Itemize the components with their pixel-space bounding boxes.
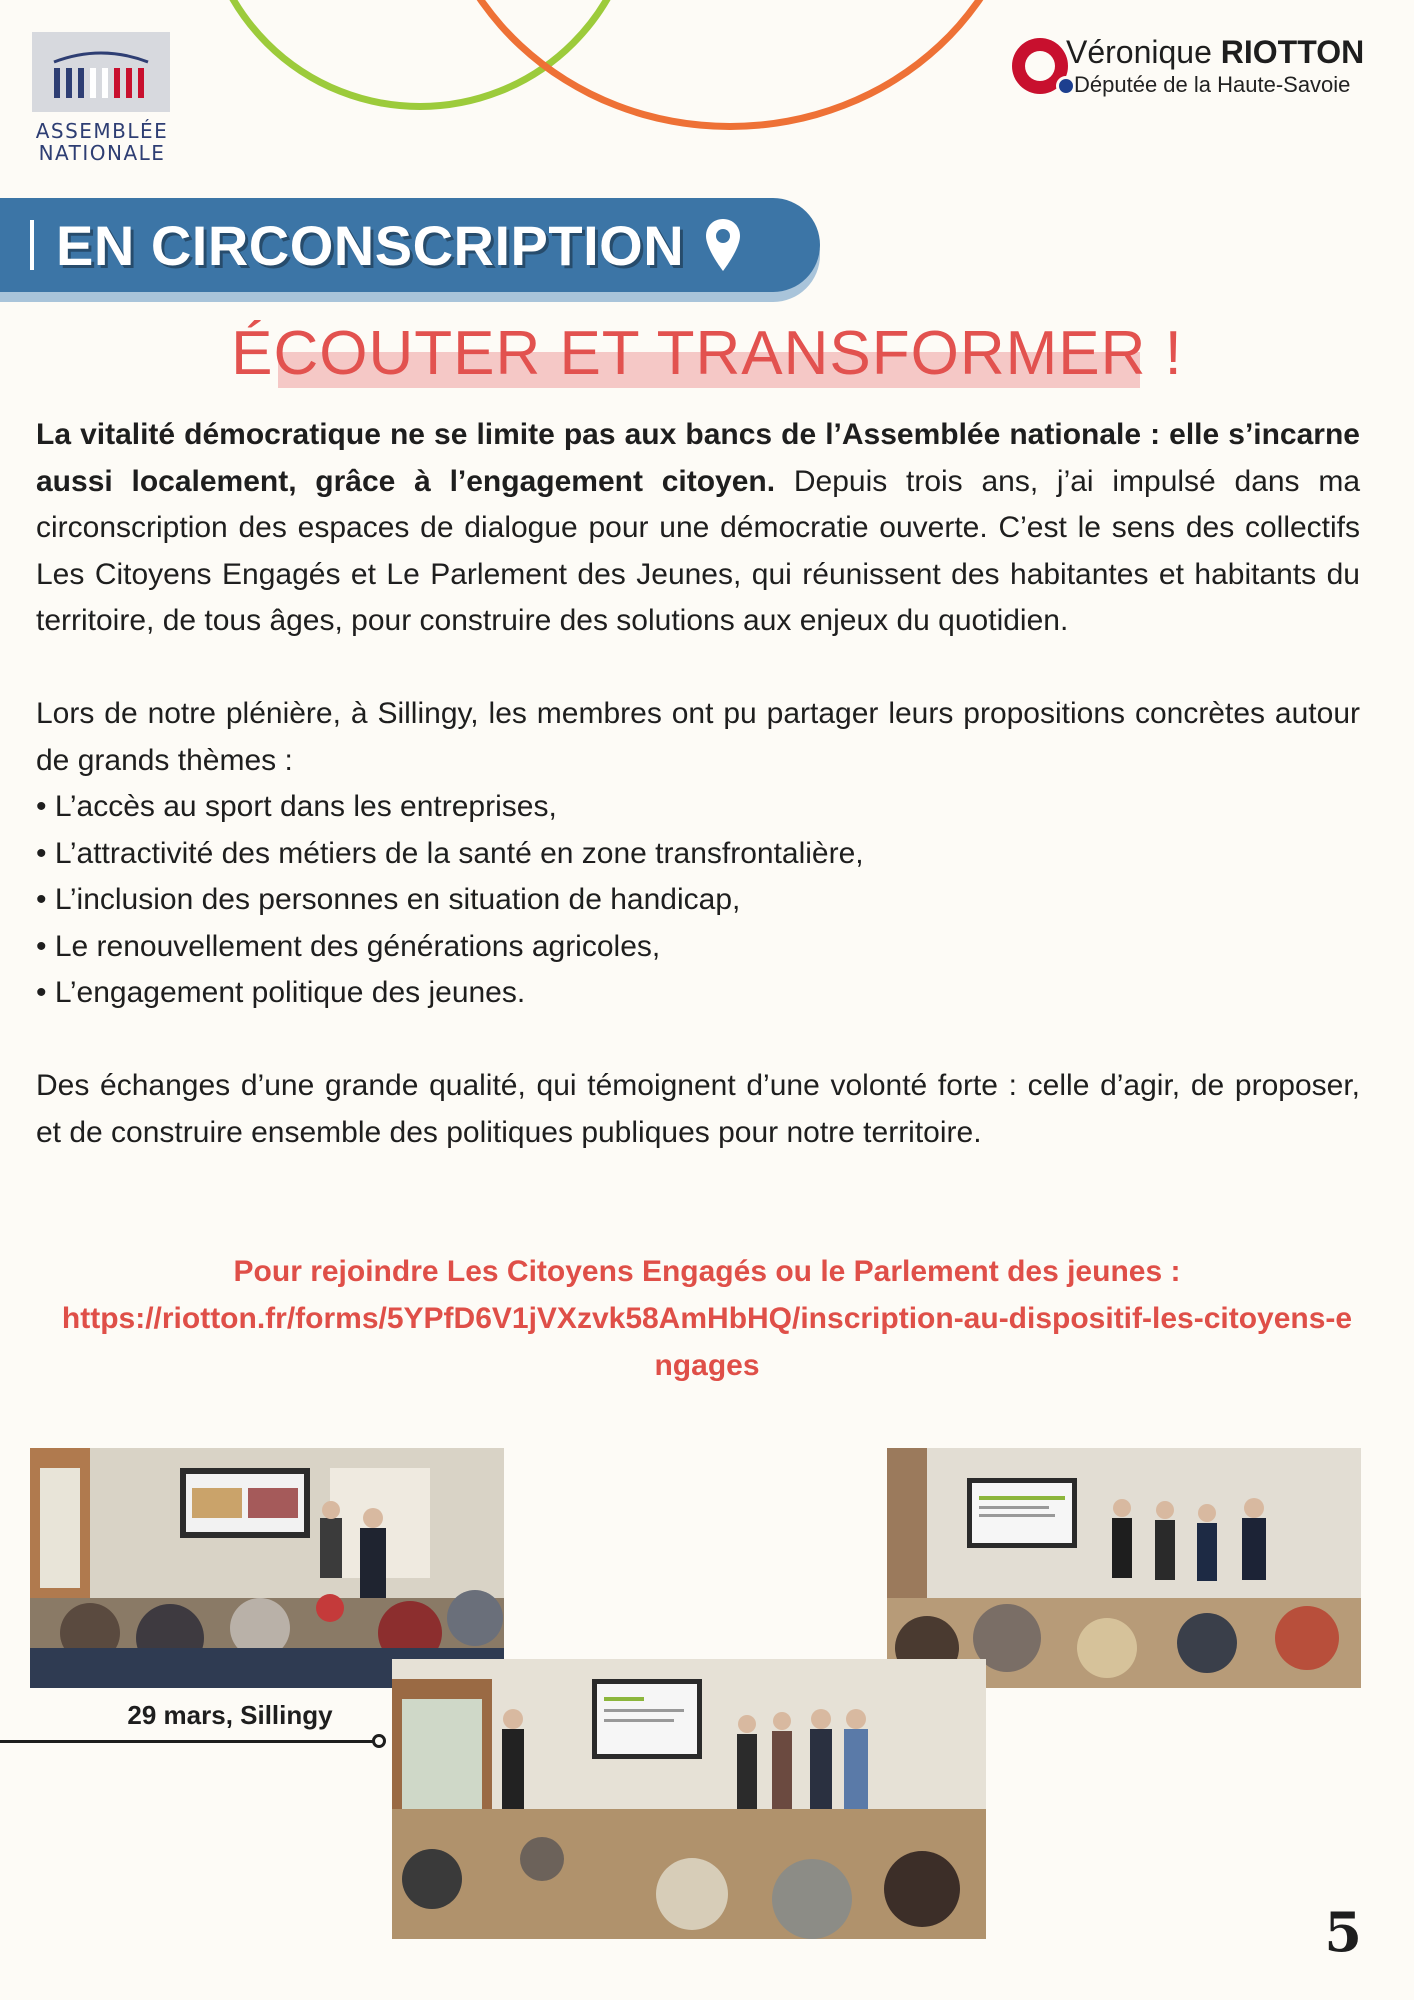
- paragraph-conclusion: Des échanges d’une grande qualité, qui témoignent d’une volonté forte : celle d’agir, de proposer, et de construire ensemble des politiques publiques pour notre territoire.: [36, 1069, 1360, 1149]
- logo-line-1: ASSEMBLÉE: [35, 119, 169, 143]
- logo-text: [32, 120, 172, 164]
- list-item: • L’attractivité des métiers de la santé en zone transfrontalière,: [36, 831, 1360, 878]
- photo-caption: 29 mars, Sillingy: [127, 1700, 333, 1730]
- deputy-last-name: RIOTTON: [1220, 34, 1365, 70]
- list-item: • L’accès au sport dans les entreprises,: [36, 784, 1360, 831]
- section-banner: [0, 198, 820, 292]
- article-body: [36, 412, 1360, 1156]
- deputy-name: [1066, 34, 1364, 71]
- event-photo-3: [392, 1659, 986, 1939]
- paragraph-plenary: Lors de notre plénière, à Sillingy, les membres ont pu partager leurs propositions concrètes autour de grands thèmes :: [36, 697, 1360, 777]
- paragraph-intro: [36, 412, 1360, 645]
- deputy-role: Députée de la Haute-Savoie: [1074, 72, 1351, 97]
- deputy-first-name: Véronique: [1066, 34, 1221, 70]
- section-title: EN CIRCONSCRIPTION: [56, 213, 685, 277]
- join-call-to-action: [60, 1248, 1354, 1389]
- banner-divider: [30, 220, 34, 270]
- event-photo-2: [887, 1448, 1361, 1688]
- timeline-dot-icon: [372, 1734, 386, 1748]
- assemblee-nationale-logo: [32, 32, 172, 164]
- deputy-tag: [1012, 34, 1392, 106]
- timeline-line: [0, 1740, 380, 1743]
- registration-link[interactable]: https://riotton.fr/forms/5YPfD6V1jVXzvk58AmHbHQ/inscription-au-dispositif-les-citoyens-engages: [61, 1302, 1353, 1382]
- themes-list: [36, 784, 1360, 1017]
- page-number: 5: [1324, 1900, 1362, 1964]
- event-photo-1: [30, 1448, 504, 1688]
- location-pin-icon: [704, 217, 742, 273]
- logo-line-2: NATIONALE: [38, 141, 166, 165]
- deputy-dot-icon: [1056, 76, 1076, 96]
- hemicycle-icon: [32, 32, 170, 112]
- intro-rest: Depuis trois ans, j’ai impulsé dans ma circonscription des espaces de dialogue pour une démocratie ouverte. C’est le sens des collectifs Les Citoyens Engagés et Le Parlement des Jeunes, qui réunissent des habitantes et habitants du territoire, de tous âges, pour construire des solutions aux enjeux du quotidien.: [36, 464, 1361, 637]
- list-item: • L’inclusion des personnes en situation de handicap,: [36, 877, 1360, 924]
- cta-text: Pour rejoindre Les Citoyens Engagés ou le Parlement des jeunes :: [233, 1255, 1181, 1288]
- list-item: • Le renouvellement des générations agricoles,: [36, 924, 1360, 971]
- list-item: • L’engagement politique des jeunes.: [36, 970, 1360, 1017]
- page-heading: ÉCOUTER ET TRANSFORMER !: [231, 319, 1183, 388]
- intro-bold: La vitalité démocratique ne se limite pas aux bancs de l’Assemblée nationale : elle s’incarne aussi localement, grâce à l’engagement citoyen.: [36, 418, 1360, 498]
